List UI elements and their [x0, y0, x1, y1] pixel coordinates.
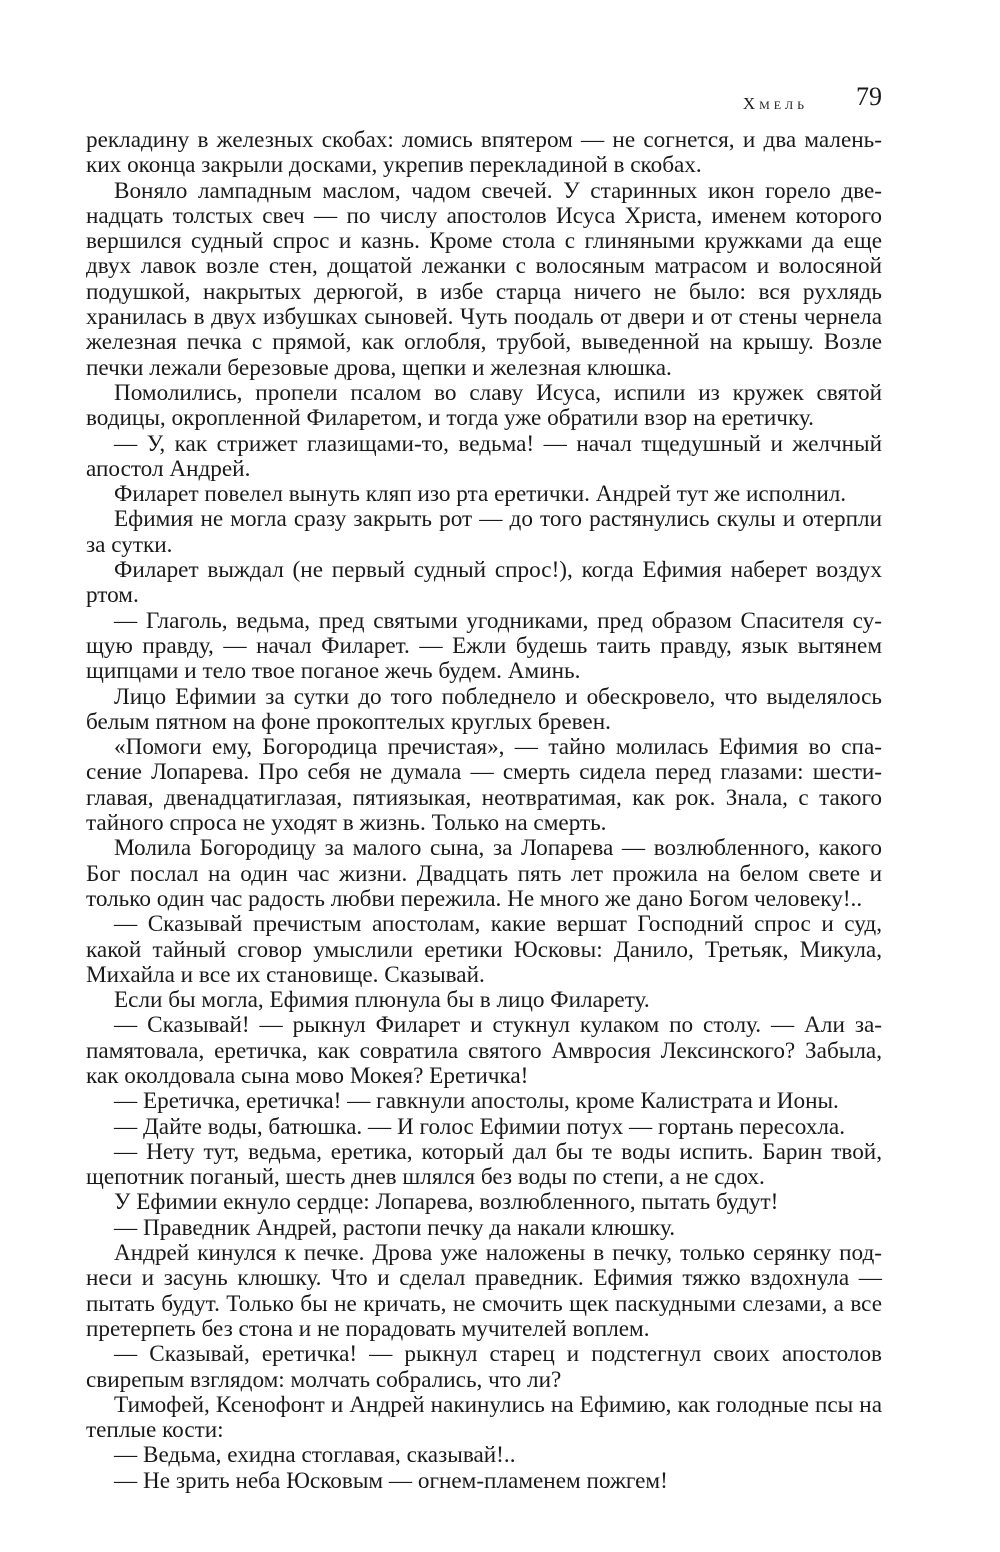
paragraph: У Ефимии екнуло сердце: Лопарева, возлюбленного, пытать будут! — [114, 1189, 779, 1216]
paragraph: — Не зрить неба Юсковым — огнем-пламенем пожгем! — [114, 1467, 668, 1494]
paragraph: Помолились, пропели псалом во славу Исуса, испили из кружек святой водицы, окропленной Филаретом, и тогда уже обратили взор на еретичку. — [86, 379, 882, 432]
paragraph: Тимофей, Ксенофонт и Андрей накинулись на Ефимию, как голодные псы на теплые кости: — [86, 1391, 882, 1444]
paragraph: Андрей кинулся к печке. Дрова уже наложены в печку, только серянку поднеси и засунь клюшку. Что и сделал праведник. Ефимия тяжко вздохнула — пытать будут. Только бы не кричать, не смочить щек паскудными слезами, а все претерпеть без стона и не порадовать мучителей воплем. — [86, 1240, 882, 1342]
paragraph: Ефимия не могла сразу закрыть рот — до того растянулись скулы и отерпли за сутки. — [86, 506, 882, 558]
running-head — [86, 82, 882, 118]
paragraph: Молила Богородицу за малого сына, за Лопарева — возлюбленного, какого Бог послал на один час жизни. Двадцать пять лет прожила на белом свете и только один час радость любви пережила. Не много же дано Богом человеку!.. — [86, 835, 882, 912]
paragraph: «Помоги ему, Богородица пречистая», — тайно молилась Ефимия во спасение Лопарева. Про себя не думала — смерть сидела перед глазами: шестиглавая, двенадцатиглазая, пятиязыкая, неотвратимая, как рок. Знала, с такого тайного спроса не уходят в жизнь. Только на смерть. — [86, 734, 882, 837]
paragraph: — Сказывай! — рыкнул Филарет и стукнул кулаком по столу. — Али запамятовала, еретичка, как совратила святого Амвросия Лексинского? Забыла, как околдовала сына мово Мокея? Еретичка! — [86, 1012, 882, 1089]
paragraph: — Дайте воды, батюшка. — И голос Ефимии потух — гортань пересохла. — [114, 1113, 845, 1140]
paragraph: рекладину в железных скобах: ломись впятером — не согнется, и два маленьких оконца закрыли досками, укрепив перекладиной в скобах. — [86, 127, 882, 179]
paragraph: Если бы могла, Ефимия плюнула бы в лицо Филарету. — [114, 987, 650, 1014]
paragraph: — Ведьма, ехидна стоглавая, сказывай!.. — [114, 1442, 516, 1469]
body-text — [86, 128, 882, 1494]
paragraph: — Сказывай, еретичка! — рыкнул старец и подстегнул своих апостолов свирепым взглядом: молчать собрались, что ли? — [86, 1341, 882, 1393]
running-title: Хмель — [742, 94, 808, 113]
paragraph: — Еретичка, еретичка! — гавкнули апостолы, кроме Калистрата и Ионы. — [114, 1088, 839, 1115]
paragraph: Воняло лампадным маслом, чадом свечей. У старинных икон горело двенадцать толстых свеч — по числу апостолов Исуса Христа, именем которого вершился судный спрос и казнь. Кроме стола с глиняными кружками да еще двух лавок возле стен, дощатой лежанки с волосяным матрасом и волосяной подушкой, накрытых дерюгой, в избе старца ничего не было: вся рухлядь хранилась в двух избушках сыновей. Чуть поодаль от двери и от стены чернела железная печка с прямой, как оглобля, трубой, выведенной на крышу. Возле печки лежали березовые дрова, щепки и железная клюшка. — [86, 177, 882, 381]
paragraph: — Глаголь, ведьма, пред святыми угодниками, пред образом Спасителя сущую правду, — начал Филарет. — Ежли будешь таить правду, язык вытянем щипцами и тело твое поганое жечь будем. Аминь. — [86, 607, 882, 685]
paragraph: — У, как стрижет глазищами-то, ведьма! — начал тщедушный и желчный апостол Андрей. — [86, 430, 882, 482]
page-number: 79 — [856, 82, 882, 111]
paragraph: — Сказывай пречистым апостолам, какие вершат Господний спрос и суд, какой тайный сговор умыслили еретики Юсковы: Данило, Третьяк, Микула, Михайла и все их становище. Сказывай. — [86, 911, 882, 988]
paragraph: — Праведник Андрей, растопи печку да накали клюшку. — [114, 1214, 676, 1241]
paragraph: — Нету тут, ведьма, еретика, который дал бы те воды испить. Барин твой, щепотник поганый, шесть днев шлялся без воды по степи, а не сдох. — [86, 1138, 882, 1191]
paragraph: Филарет повелел вынуть кляп изо рта еретички. Андрей тут же исполнил. — [114, 481, 847, 508]
paragraph: Лицо Ефимии за сутки до того побледнело и обескровело, что выделялось белым пятном на фоне прокоптелых круглых бревен. — [86, 683, 882, 735]
paragraph: Филарет выждал (не первый судный спрос!), когда Ефимия наберет воздух ртом. — [86, 557, 882, 609]
